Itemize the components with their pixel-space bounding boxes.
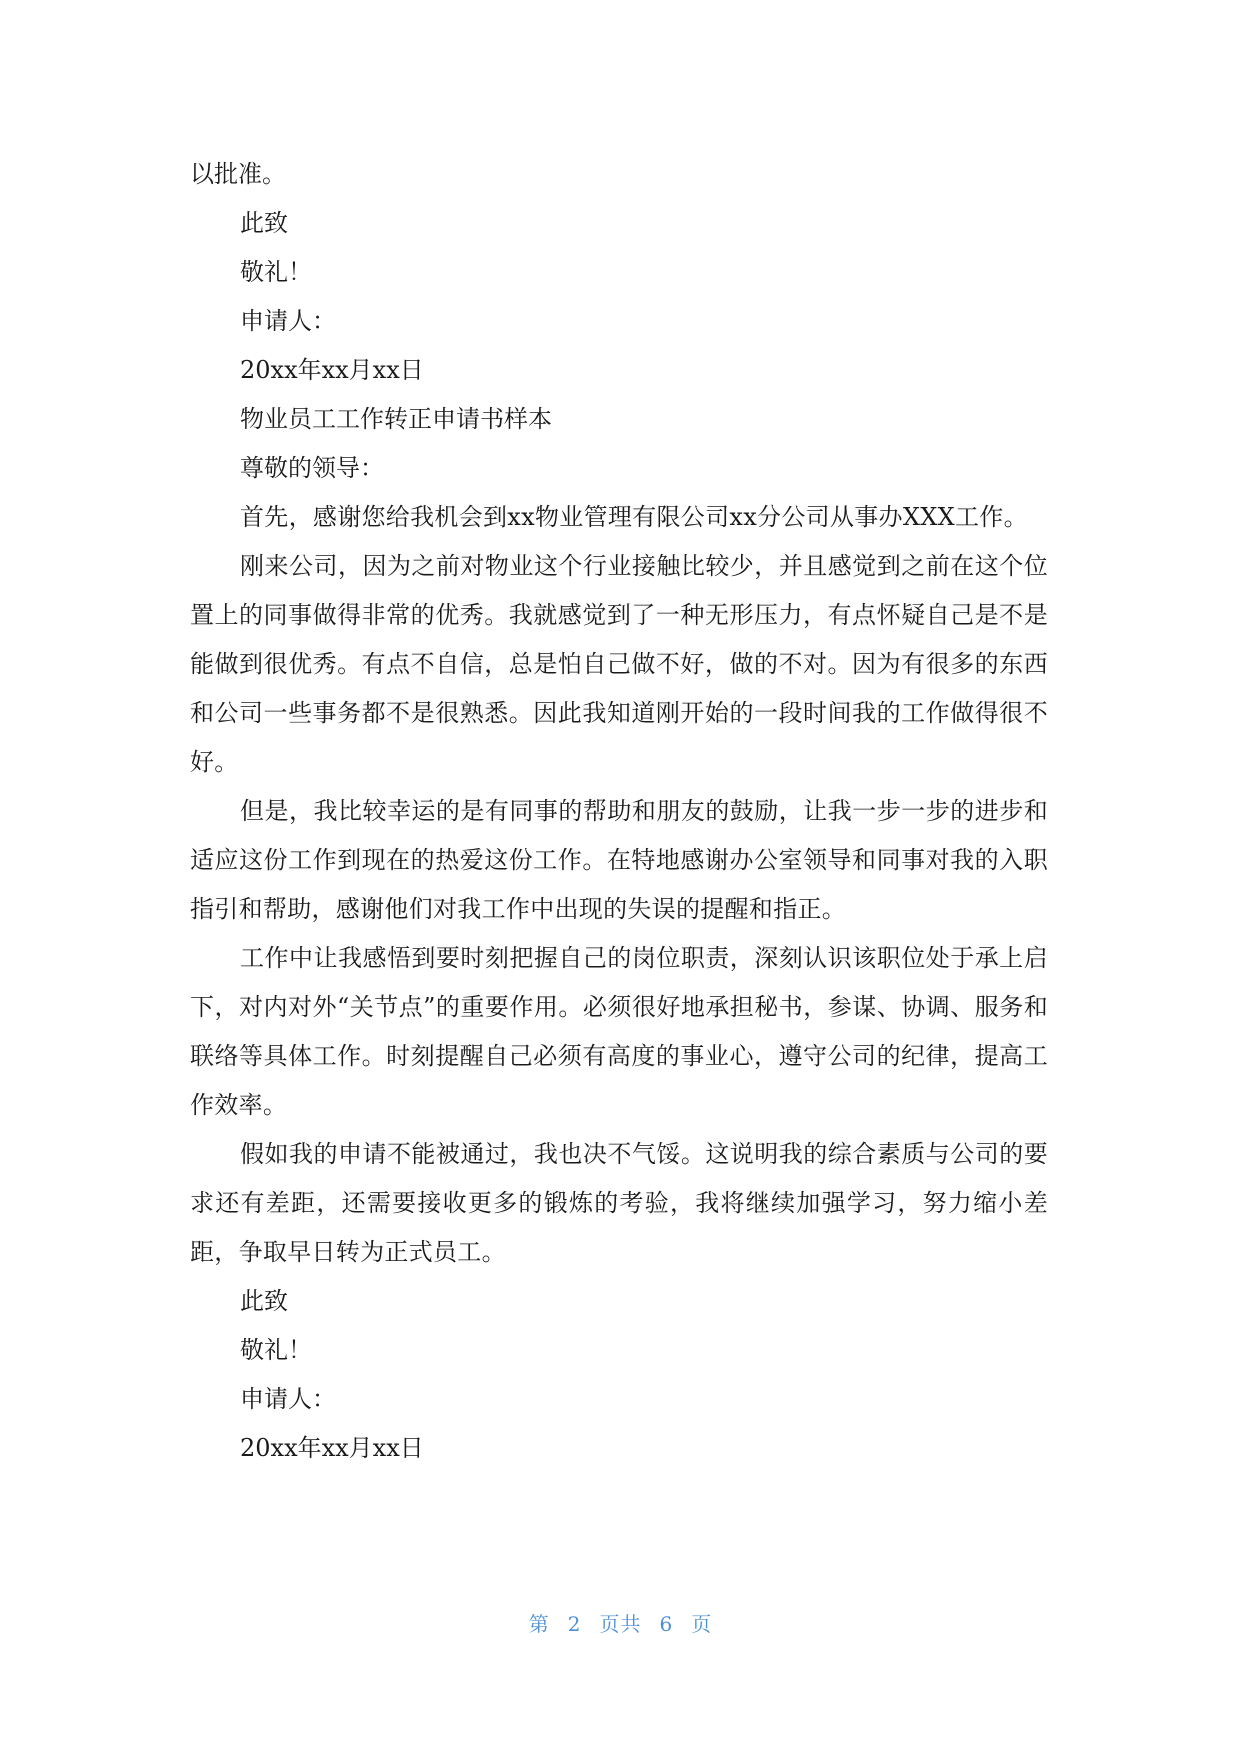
paragraph-intro: 首先，感谢您给我机会到xx物业管理有限公司xx分公司从事办XXX工作。: [240, 503, 1028, 531]
paragraph-gratitude: 但是，我比较幸运的是有同事的帮助和朋友的鼓励，让我一步一步的进步和适应这份工作到现在的热爱这份工作。在特地感谢办公室领导和同事对我的入职指引和帮助，感谢他们对我工作中出现的失误的提醒和指正。: [190, 797, 1048, 923]
closing-salutation: 此致: [240, 209, 288, 237]
page-footer: [0, 1608, 1241, 1637]
paragraph-beginning: 刚来公司，因为之前对物业这个行业接触比较少，并且感觉到之前在这个位置上的同事做得非常的优秀。我就感觉到了一种无形压力，有点怀疑自己是不是能做到很优秀。有点不自信，总是怕自己做不好，做的不对。因为有很多的东西和公司一些事务都不是很熟悉。因此我知道刚开始的一段时间我的工作做得很不好。: [190, 552, 1048, 776]
paragraph-resolve: 假如我的申请不能被通过，我也决不气馁。这说明我的综合素质与公司的要求还有差距，还需要接收更多的锻炼的考验，我将继续加强学习，努力缩小差距，争取早日转为正式员工。: [190, 1140, 1048, 1266]
date-line-2: 20xx年xx月xx日: [240, 1434, 424, 1462]
footer-prefix: 第: [528, 1612, 550, 1636]
continuation-text: 以批准。: [190, 160, 286, 188]
closing-regards: 敬礼！: [240, 258, 312, 286]
footer-mid: 页共: [599, 1612, 642, 1636]
applicant-label-2: 申请人：: [240, 1385, 336, 1413]
date-line: 20xx年xx月xx日: [240, 356, 424, 384]
applicant-label: 申请人：: [240, 307, 336, 335]
closing-salutation-2: 此致: [240, 1287, 288, 1315]
current-page-number: 2: [567, 1612, 582, 1636]
greeting: 尊敬的领导：: [240, 454, 384, 482]
paragraph-duties: 工作中让我感悟到要时刻把握自己的岗位职责，深刻认识该职位处于承上启下，对内对外“关节点”的重要作用。必须很好地承担秘书，参谋、协调、服务和联络等具体工作。时刻提醒自己必须有高度的事业心，遵守公司的纪律，提高工作效率。: [190, 944, 1048, 1119]
section-title: 物业员工工作转正申请书样本: [240, 405, 552, 433]
closing-regards-2: 敬礼！: [240, 1336, 312, 1364]
document-body: [190, 150, 1048, 1473]
total-pages-number: 6: [659, 1612, 674, 1636]
footer-suffix: 页: [691, 1612, 713, 1636]
